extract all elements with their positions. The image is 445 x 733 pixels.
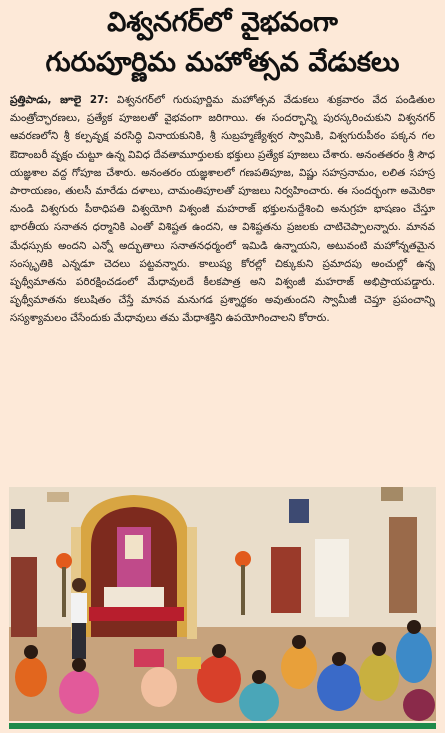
headline-line-1: విశ్వనగర్‌లో వైభవంగా (107, 7, 338, 38)
headline-line-2: గురుపూర్ణిమ మహోత్సవ వేడుకలు (45, 47, 400, 78)
bottom-rule (9, 723, 436, 729)
article-text: విశ్వనగర్‌లో గురుపూర్ణిమ మహోత్సవ వేడుకలు శుక్రవారం వేద పండితుల మంత్రోచ్ఛారణలు, ప్రత్యేక పూజలతో వైభవంగా జరిగాయి. ఈ సందర్భాన్ని పురస్కరించుకుని విశ్వనగర్ ఆవరణలోని శ్రీ కల్పవృక్ష వరసిద్ధి వినాయకునికి, శ్రీ సుబ్రహ్మణ్యేశ్వర స్వామికి, విశ్వగురుపీఠం పక్కన గల ఔదాంబరీ వృక్షం చుట్టూ ఉన్న వివిధ దేవతామూర్తులకు భక్తులు ప్రత్యేక పూజలు చేశారు. అనంతతరం శ్రీ సౌధ యజ్ఞశాల వద్ద గోపూజ చేశారు. అనంతరం యజ్ఞశాలలో గణపతిపూజ, విష్ణు సహస్రనామం, లలిత సహస్ర పారాయణం, తులసీ మారేడు దళాలు, చామంతిపూలతో పూజలు నిర్వహించారు. ఈ సందర్భంగా అమెరికా నుండి విశ్వగురు పీఠాధిపతి విశ్వయోగి విశ్వంజీ మహరాజ్ భక్తులనుద్దేశించి అనుగ్రహ భాషణం చేస్తూ భారతీయ సనాతన ధర్మానికి ఎంతో విశిష్టత ఉందని, ఆ విశిష్టతను ప్రజలకు చాటిచెప్పాలన్నారు. మానవ మేధస్సుకు అందని ఎన్నో అద్భుతాలు సనాతనధర్మంలో ఇమిడి ఉన్నాయని, అటువంటి మహోన్నతమైన సంస్కృతికి ఎన్నడూ చెదలు పట్టవన్నారు. కాలుష్య కోరల్లో చిక్కుకుని ప్రమాదపు అంచుల్లో ఉన్న పృథ్వీమాతను పరిరక్షించడంలో మేధావులదే కీలకపాత్ర అని విశ్వంజీ మహరాజ్ అభిప్రాయపడ్డారు. పృథ్వీమాతను కలుషితం చేస్తే మానవ మనుగడ ప్రశ్నార్థకం అవుతుందని స్వామీజీ చెప్తూ ప్రపంచాన్ని సస్యశ్యామలం చేసేందుకు మేధావులు తమ మేధాశక్తిని ఉపయోగించాలని కోరారు. (10, 94, 435, 325)
event-photo-illustration (9, 487, 436, 721)
article-body (10, 91, 435, 484)
dateline: ప్రత్తిపాడు, జూలై 27: (10, 94, 109, 106)
event-photo (9, 487, 436, 721)
headline (0, 0, 445, 90)
